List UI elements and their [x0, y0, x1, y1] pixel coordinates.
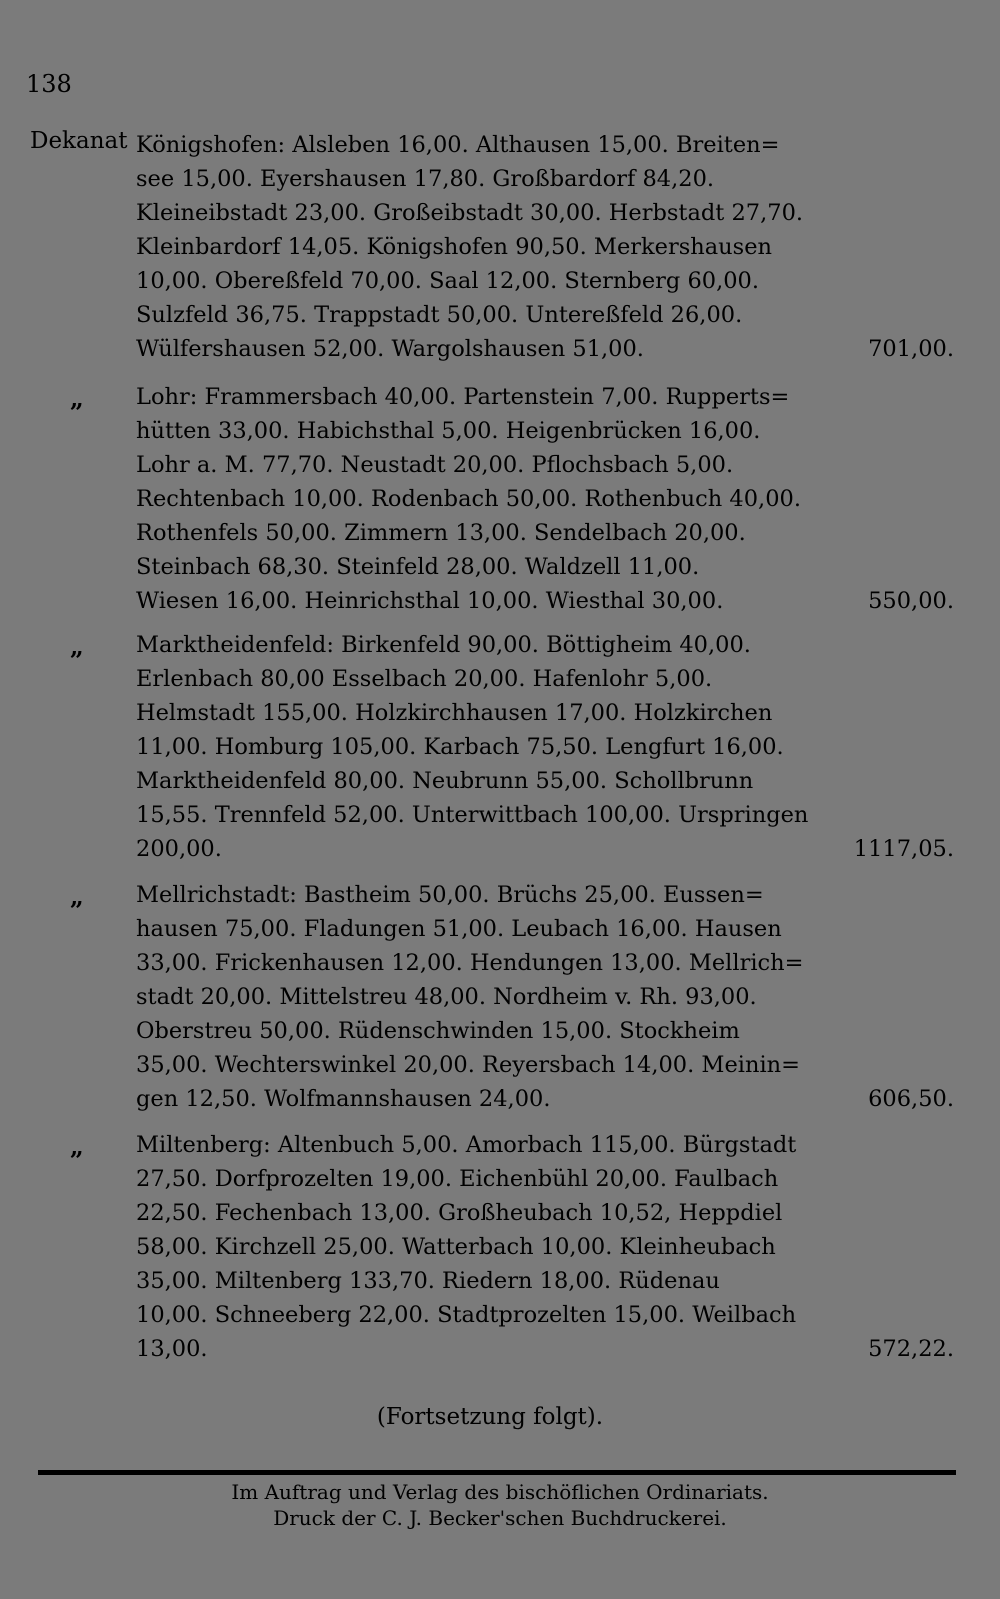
entry-line: 15,55. Trennfeld 52,00. Unterwittbach 100,00. Urspringen: [136, 802, 809, 828]
ditto-mark: „: [70, 1132, 84, 1161]
entry-line: 58,00. Kirchzell 25,00. Watterbach 10,00. Kleinheubach: [136, 1234, 776, 1260]
imprint-line-1: Im Auftrag und Verlag des bischöflichen Ordinariats.: [231, 1480, 769, 1504]
continuation-note: (Fortsetzung folgt).: [376, 1404, 604, 1430]
entry-line: hausen 75,00. Fladungen 51,00. Leubach 16,00. Hausen: [136, 916, 782, 942]
entry-line: 13,00.: [136, 1336, 208, 1362]
entry-line: Helmstadt 155,00. Holzkirchhausen 17,00. Holzkirchen: [136, 700, 773, 726]
entry-total: 550,00.: [868, 588, 954, 614]
entry-line: Lohr a. M. 77,70. Neustadt 20,00. Pflochsbach 5,00.: [136, 452, 734, 478]
entry-line: Königshofen: Alsleben 16,00. Althausen 15,00. Breiten=: [136, 132, 780, 158]
entry-line: hütten 33,00. Habichsthal 5,00. Heigenbrücken 16,00.: [136, 418, 761, 444]
ditto-mark: „: [70, 882, 84, 911]
entry-line: Marktheidenfeld 80,00. Neubrunn 55,00. Schollbrunn: [136, 768, 754, 794]
entry-line: see 15,00. Eyershausen 17,80. Großbardorf 84,20.: [136, 166, 715, 192]
entry-line: Erlenbach 80,00 Esselbach 20,00. Hafenlohr 5,00.: [136, 666, 713, 692]
entry-line: 35,00. Wechterswinkel 20,00. Reyersbach 14,00. Meinin=: [136, 1052, 800, 1078]
entry-line: Wülfershausen 52,00. Wargolshausen 51,00.: [136, 336, 644, 362]
entry-line: 22,50. Fechenbach 13,00. Großheubach 10,52, Heppdiel: [136, 1200, 783, 1226]
entry-line: 27,50. Dorfprozelten 19,00. Eichenbühl 20,00. Faulbach: [136, 1166, 779, 1192]
dekanat-label: Dekanat: [30, 128, 128, 154]
ditto-mark: „: [70, 632, 84, 661]
entry-line: 10,00. Schneeberg 22,00. Stadtprozelten 15,00. Weilbach: [136, 1302, 797, 1328]
imprint-line-2: Druck der C. J. Becker'schen Buchdruckerei.: [273, 1506, 727, 1530]
entry-total: 606,50.: [868, 1086, 954, 1112]
entry-line: Wiesen 16,00. Heinrichsthal 10,00. Wiesthal 30,00.: [136, 588, 724, 614]
entry-line: stadt 20,00. Mittelstreu 48,00. Nordheim v. Rh. 93,00.: [136, 984, 757, 1010]
entry-line: 10,00. Obereßfeld 70,00. Saal 12,00. Sternberg 60,00.: [136, 268, 760, 294]
entry-line: Rechtenbach 10,00. Rodenbach 50,00. Rothenbuch 40,00.: [136, 486, 801, 512]
entry-line: Marktheidenfeld: Birkenfeld 90,00. Böttigheim 40,00.: [136, 632, 751, 658]
footer-rule: [38, 1470, 956, 1475]
ditto-mark: „: [70, 384, 84, 413]
entry-line: 35,00. Miltenberg 133,70. Riedern 18,00. Rüdenau: [136, 1268, 720, 1294]
entry-total: 572,22.: [868, 1336, 954, 1362]
entry-line: Lohr: Frammersbach 40,00. Partenstein 7,00. Rupperts=: [136, 384, 790, 410]
entry-line: Kleinbardorf 14,05. Königshofen 90,50. Merkershausen: [136, 234, 773, 260]
entry-line: 11,00. Homburg 105,00. Karbach 75,50. Lengfurt 16,00.: [136, 734, 784, 760]
entry-line: Kleineibstadt 23,00. Großeibstadt 30,00. Herbstadt 27,70.: [136, 200, 804, 226]
entry-line: Rothenfels 50,00. Zimmern 13,00. Sendelbach 20,00.: [136, 520, 746, 546]
entry-line: Miltenberg: Altenbuch 5,00. Amorbach 115,00. Bürgstadt: [136, 1132, 797, 1158]
entry-line: gen 12,50. Wolfmannshausen 24,00.: [136, 1086, 551, 1112]
entry-line: Mellrichstadt: Bastheim 50,00. Brüchs 25,00. Eussen=: [136, 882, 764, 908]
entry-line: 33,00. Frickenhausen 12,00. Hendungen 13,00. Mellrich=: [136, 950, 804, 976]
page-number: 138: [26, 70, 72, 98]
entry-line: Oberstreu 50,00. Rüdenschwinden 15,00. Stockheim: [136, 1018, 740, 1044]
entry-line: 200,00.: [136, 836, 222, 862]
entry-line: Sulzfeld 36,75. Trappstadt 50,00. Untereßfeld 26,00.: [136, 302, 743, 328]
entry-line: Steinbach 68,30. Steinfeld 28,00. Waldzell 11,00.: [136, 554, 700, 580]
entry-total: 701,00.: [868, 336, 954, 362]
entry-total: 1117,05.: [853, 836, 954, 862]
